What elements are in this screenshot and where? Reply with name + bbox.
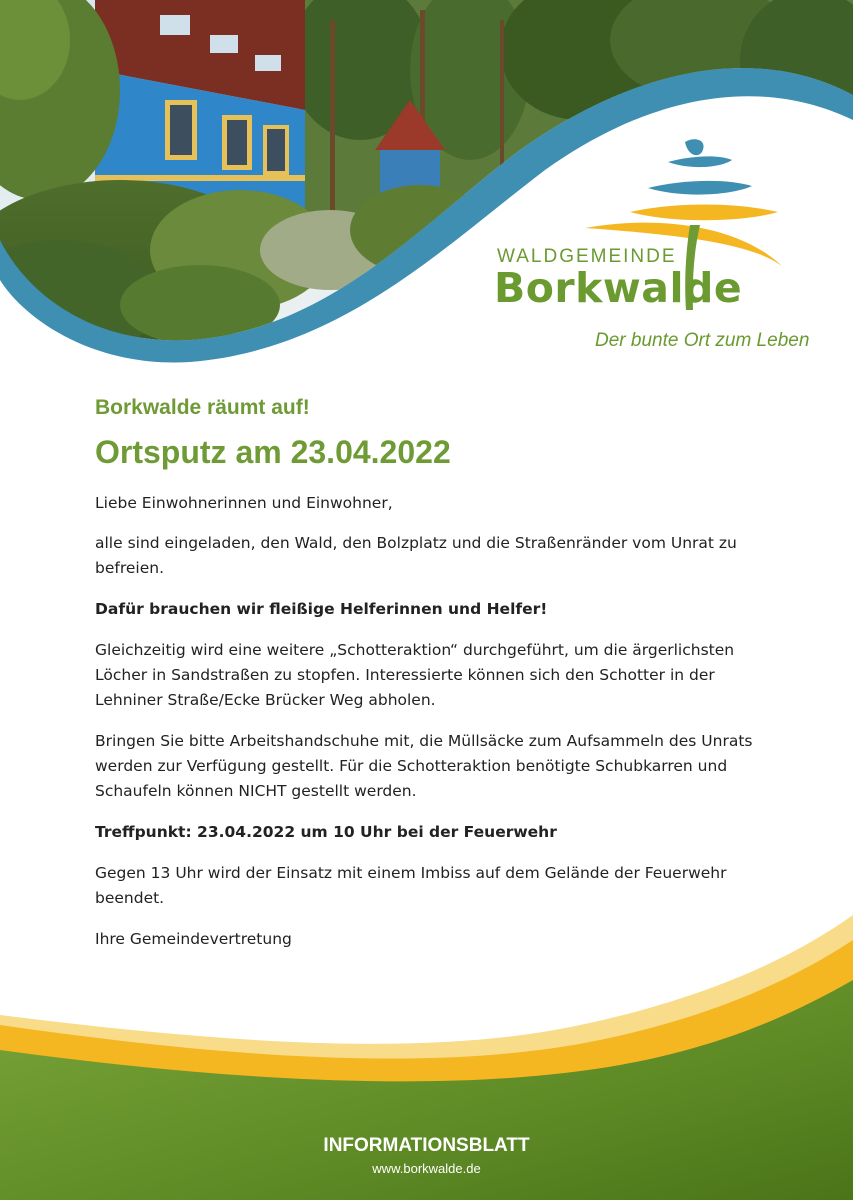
logo-top-text: WALDGEMEINDE: [497, 246, 677, 267]
paragraph-end: Gegen 13 Uhr wird der Einsatz mit einem Imbiss auf dem Gelände der Feuerwehr beendet.: [95, 864, 727, 907]
closing-signature: Ihre Gemeindevertretung: [95, 930, 292, 948]
greeting: Liebe Einwohnerinnen und Einwohner,: [95, 494, 393, 512]
subtitle: Borkwalde räumt auf!: [95, 396, 310, 419]
paragraph-helpers: Dafür brauchen wir fleißige Helferinnen und Helfer!: [95, 600, 548, 618]
footer-url[interactable]: www.borkwalde.de: [372, 1161, 481, 1176]
footer-title: INFORMATIONSBLATT: [323, 1135, 530, 1156]
paragraph-meeting-point: Treffpunkt: 23.04.2022 um 10 Uhr bei der Feuerwehr: [95, 823, 557, 841]
paragraph-schotteraktion: Gleichzeitig wird eine weitere „Schotteraktion“ durchgeführt, um die ärgerlichsten Löcher in Sandstraßen zu stopfen. Interessierte können sich den Schotter in der Lehniner Straße/Ecke Brücker Weg abholen.: [95, 641, 735, 709]
footer-waves: [0, 915, 853, 1200]
logo-tagline: Der bunte Ort zum Leben: [595, 330, 810, 351]
header-banner: [0, 0, 853, 380]
paragraph-equipment: Bringen Sie bitte Arbeitshandschuhe mit, die Müllsäcke zum Aufsammeln des Unrats werden zur Verfügung gestellt. Für die Schotteraktion benötigte Schubkarren und Schaufeln können NICHT gestellt werden.: [95, 732, 753, 800]
paragraph-invitation: alle sind eingeladen, den Wald, den Bolzplatz und die Straßenränder vom Unrat zu befreien.: [95, 534, 737, 577]
footer-banner: [0, 915, 853, 1200]
main-content: [95, 396, 775, 952]
borkwalde-logo: [490, 130, 810, 370]
page-title: Ortsputz am 23.04.2022: [95, 434, 451, 470]
logo-name: Borkwalde: [494, 264, 743, 312]
